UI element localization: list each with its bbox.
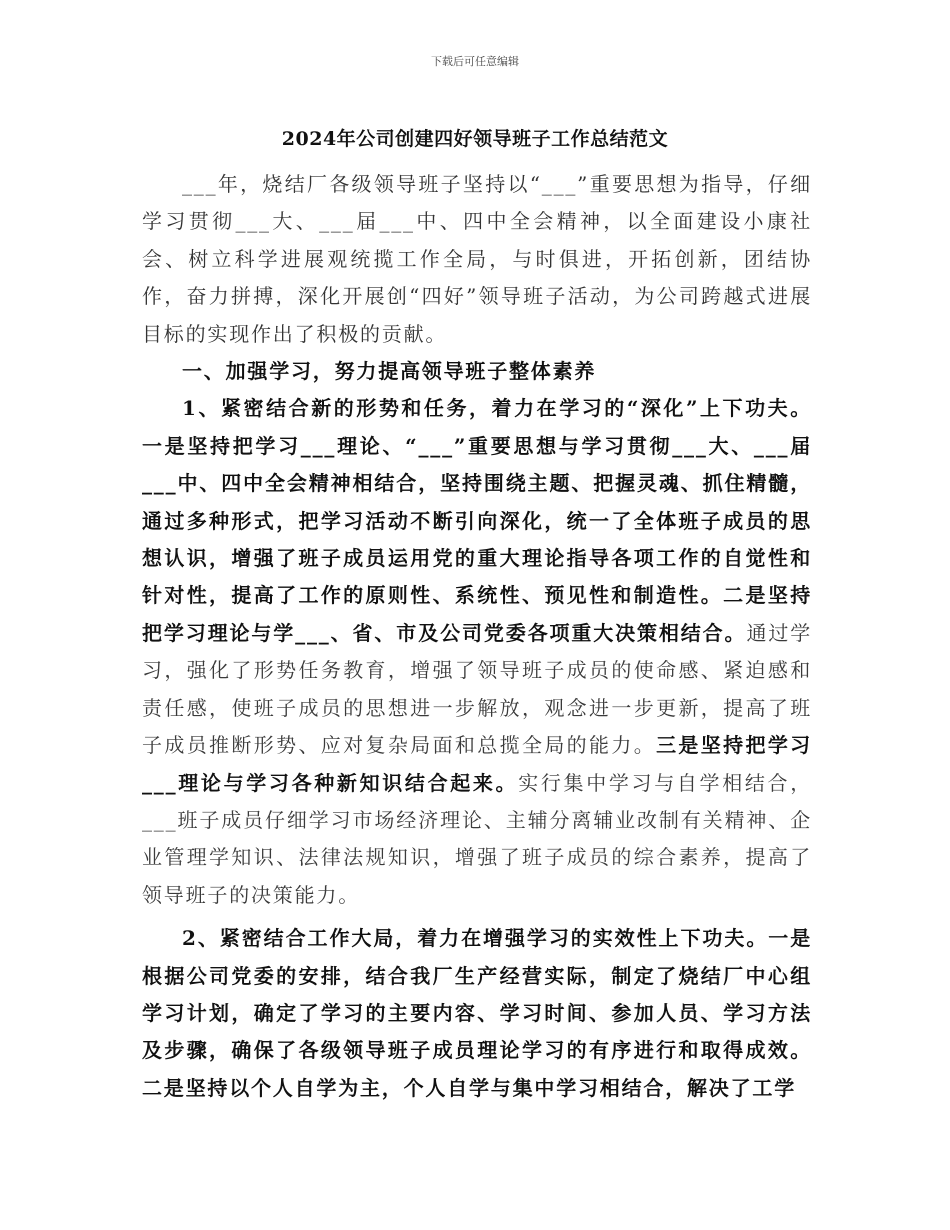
- document-body: [142, 166, 812, 1107]
- document-title: 2024年公司创建四好领导班子工作总结范文: [281, 128, 669, 150]
- paragraph-1-normal-2: 实行集中学习与自学相结合，___班子成员仔细学习市场经济理论、主辅分离辅业改制有关精神、企业管理学知识、法律法规知识，增强了班子成员的综合素养，提高了领导班子的决策能力。: [142, 770, 813, 907]
- intro-paragraph: ___年，烧结厂各级领导班子坚持以“___”重要思想为指导，仔细学习贯彻___大、___届___中、四中全会精神，以全面建设小康社会、树立科学进展观统揽工作全局，与时俱进，开拓创新，团结协作，奋力拼搏，深化开展创“四好”领导班子活动，为公司跨越式进展目标的实现作出了积极的贡献。: [142, 172, 812, 346]
- section-heading-1: 一、加强学习，努力提高领导班子整体素养: [182, 359, 597, 384]
- paragraph-1-bold-1: 1、紧密结合新的形势和任务，着力在学习的“深化”上下功夫。一是坚持把学习___理论、“___”重要思想与学习贯彻___大、___届___中、四中全会精神相结合，坚持围绕主题、把握灵魂、抓住精髓，通过多种形式，把学习活动不断引向深化，统一了全体班子成员的思想认识，增强了班子成员运用党的重大理论指导各项工作的自觉性和针对性，提高了工作的原则性、系统性、预见性和制造性。二是坚持把学习理论与学___、省、市及公司党委各项重大决策相结合。: [142, 396, 812, 645]
- paragraph-1-bold-2: 三是坚持把学习___理论与学习各种新知识结合起来。: [142, 733, 812, 795]
- paragraph-1-normal-1: 通过学习，强化了形势任务教育，增强了领导班子成员的使命感、紧迫感和责任感，使班子成员的思想进一步解放，观念进一步更新，提高了班子成员推断形势、应对复杂局面和总揽全局的能力。: [142, 620, 813, 758]
- paragraph-2: [142, 920, 812, 1107]
- header-note: 下载后可任意编辑: [431, 55, 519, 68]
- paragraph-2-bold-1: 2、紧密结合工作大局，着力在增强学习的实效性上下功夫。一是根据公司党委的安排，结合我厂生产经营实际，制定了烧结厂中心组学习计划，确定了学习的主要内容、学习时间、参加人员、学习方法及步骤，确保了各级领导班子成员理论学习的有序进行和取得成效。二是坚持以个人自学为主，个人自学与集中学习相结合，解决了工学: [142, 926, 812, 1100]
- paragraph-1: [142, 390, 812, 914]
